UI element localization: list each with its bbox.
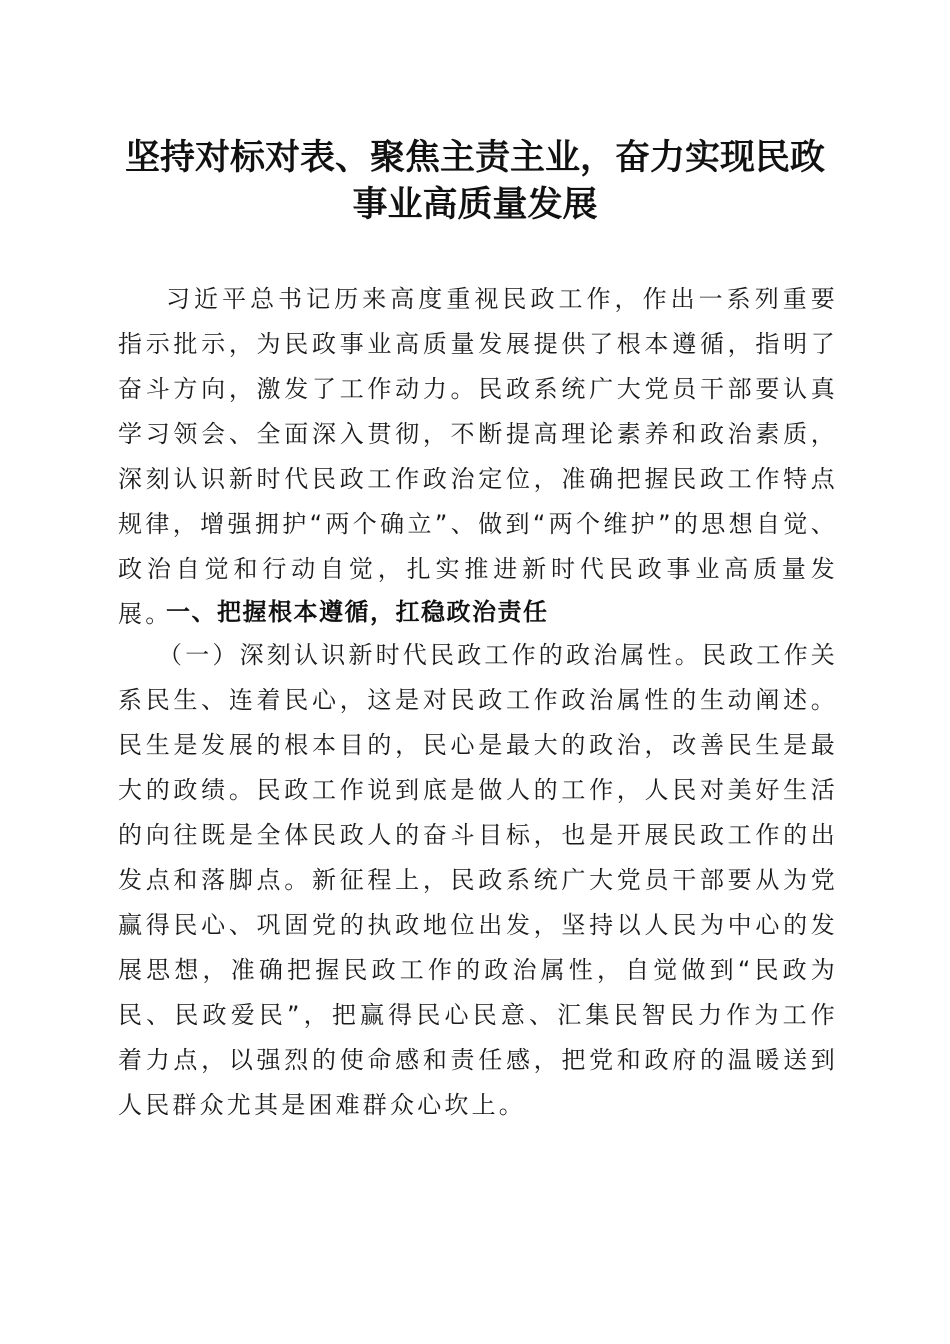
subsection-body-text: 民政工作关系民生、连着民心，这是对民政工作政治属性的生动阐述。民生是发展的根本目的，民心是最大的政治，改善民生是最大的政绩。民政工作说到底是做人的工作，人民对美好生活的向往既是全体民政人的奋斗目标，也是开展民政工作的出发点和落脚点。新征程上，民政系统广大党员干部要从为党赢得民心、巩固党的执政地位出发，坚持以人民为中心的发展思想，准确把握民政工作的政治属性，自觉做到“民政为民、民政爱民”，把赢得民心民意、汇集民智民力作为工作着力点，以强烈的使命感和责任感，把党和政府的温暖送到人民群众尤其是困难群众心坎上。: [118, 641, 838, 1119]
intro-paragraph: 习近平总书记历来高度重视民政工作，作出一系列重要指示批示，为民政事业高质量发展提供了根本遵循，指明了奋斗方向，激发了工作动力。民政系统广大党员干部要认真学习领会、全面深入贯彻，不断提高理论素养和政治素质，深刻认识新时代民政工作政治定位，准确把握民政工作特点规律，增强拥护“两个确立”、做到“两个维护”的思想自觉、政治自觉和行动自觉，扎实推进新时代民政事业高质量发展。: [118, 285, 838, 628]
document-title-line-2: 事业高质量发展: [352, 184, 598, 225]
document-title-line-1: 坚持对标对表、聚焦主责主业，奋力实现民政: [124, 137, 825, 178]
section-1-paragraph-1: [118, 633, 838, 1128]
subsection-lead-title: （一）深刻认识新时代民政工作的政治属性。: [158, 641, 702, 669]
section-heading-1: 一、把握根本遵循，扛稳政治责任: [166, 598, 549, 626]
